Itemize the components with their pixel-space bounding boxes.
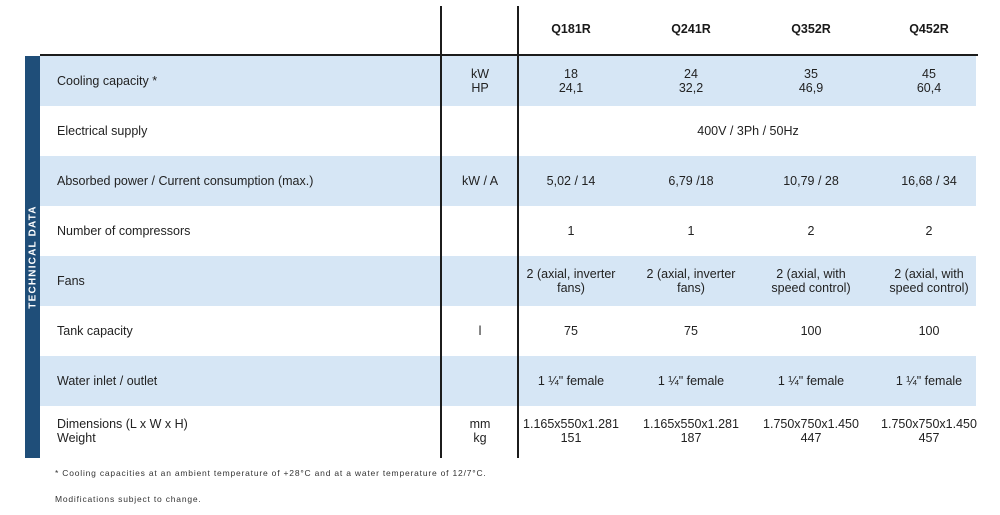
header-divider: [40, 54, 978, 56]
cell-q352r: 100: [800, 324, 822, 338]
cell-q181r: 2 (axial, inverter fans): [526, 267, 616, 295]
cell-q452r: 1.750x750x1.450 457: [881, 417, 977, 445]
row-label: Number of compressors: [57, 224, 191, 238]
cell-q452r: 2: [925, 224, 933, 238]
cell-q181r: 75: [564, 324, 578, 338]
row-label: Fans: [57, 274, 85, 288]
row-compressors: [40, 206, 976, 256]
model-header-q452r: Q452R: [909, 22, 949, 36]
cell-q352r: 10,79 / 28: [783, 174, 839, 188]
cell-q181r: 18 24,1: [558, 67, 584, 95]
cell-q352r: 1 ¼" female: [777, 374, 845, 388]
row-unit: l: [478, 324, 482, 338]
model-header-q241r: Q241R: [671, 22, 711, 36]
footnote-modifications: Modifications subject to change.: [55, 494, 202, 504]
cell-q452r: 100: [918, 324, 940, 338]
model-header-q181r: Q181R: [551, 22, 591, 36]
values-column-divider: [517, 6, 519, 458]
row-label: Cooling capacity *: [57, 74, 158, 88]
cell-q452r: 45 60,4: [916, 67, 942, 95]
row-label: Tank capacity: [57, 324, 133, 338]
footnote-cooling: * Cooling capacities at an ambient temperature of +28°C and at a water temperature of 12/7°C.: [55, 468, 487, 478]
cell-all-models: 400V / 3Ph / 50Hz: [697, 124, 799, 138]
row-label: Absorbed power / Current consumption (max.): [57, 174, 314, 188]
row-label: Water inlet / outlet: [57, 374, 158, 388]
cell-q181r: 1.165x550x1.281 151: [523, 417, 619, 445]
row-cooling-capacity: [40, 56, 976, 106]
cell-q241r: 2 (axial, inverter fans): [646, 267, 736, 295]
row-fans: [40, 256, 976, 306]
cell-q241r: 1 ¼" female: [657, 374, 725, 388]
cell-q241r: 24 32,2: [678, 67, 704, 95]
cell-q352r: 2 (axial, with speed control): [771, 267, 851, 295]
row-label: Electrical supply: [57, 124, 148, 138]
cell-q241r: 1.165x550x1.281 187: [643, 417, 739, 445]
row-unit: mm kg: [469, 417, 491, 445]
row-tank-capacity: [40, 306, 976, 356]
cell-q352r: 35 46,9: [798, 67, 824, 95]
unit-column-divider: [440, 6, 442, 458]
cell-q352r: 2: [807, 224, 815, 238]
row-absorbed-power: [40, 156, 976, 206]
cell-q241r: 6,79 /18: [668, 174, 714, 188]
cell-q452r: 2 (axial, with speed control): [889, 267, 969, 295]
cell-q452r: 16,68 / 34: [901, 174, 957, 188]
cell-q181r: 1 ¼" female: [537, 374, 605, 388]
row-dimensions-weight: [40, 406, 976, 456]
row-water-inlet-outlet: [40, 356, 976, 406]
model-header-q352r: Q352R: [791, 22, 831, 36]
row-unit: kW HP: [470, 67, 490, 95]
cell-q241r: 1: [687, 224, 695, 238]
cell-q241r: 75: [684, 324, 698, 338]
cell-q452r: 1 ¼" female: [895, 374, 963, 388]
row-label: Dimensions (L x W x H) Weight: [57, 417, 188, 445]
cell-q181r: 1: [567, 224, 575, 238]
row-unit: kW / A: [461, 174, 499, 188]
technical-data-label: TECHNICAL DATA: [27, 205, 39, 309]
cell-q352r: 1.750x750x1.450 447: [763, 417, 859, 445]
cell-q181r: 5,02 / 14: [546, 174, 596, 188]
row-electrical-supply: [40, 106, 976, 156]
